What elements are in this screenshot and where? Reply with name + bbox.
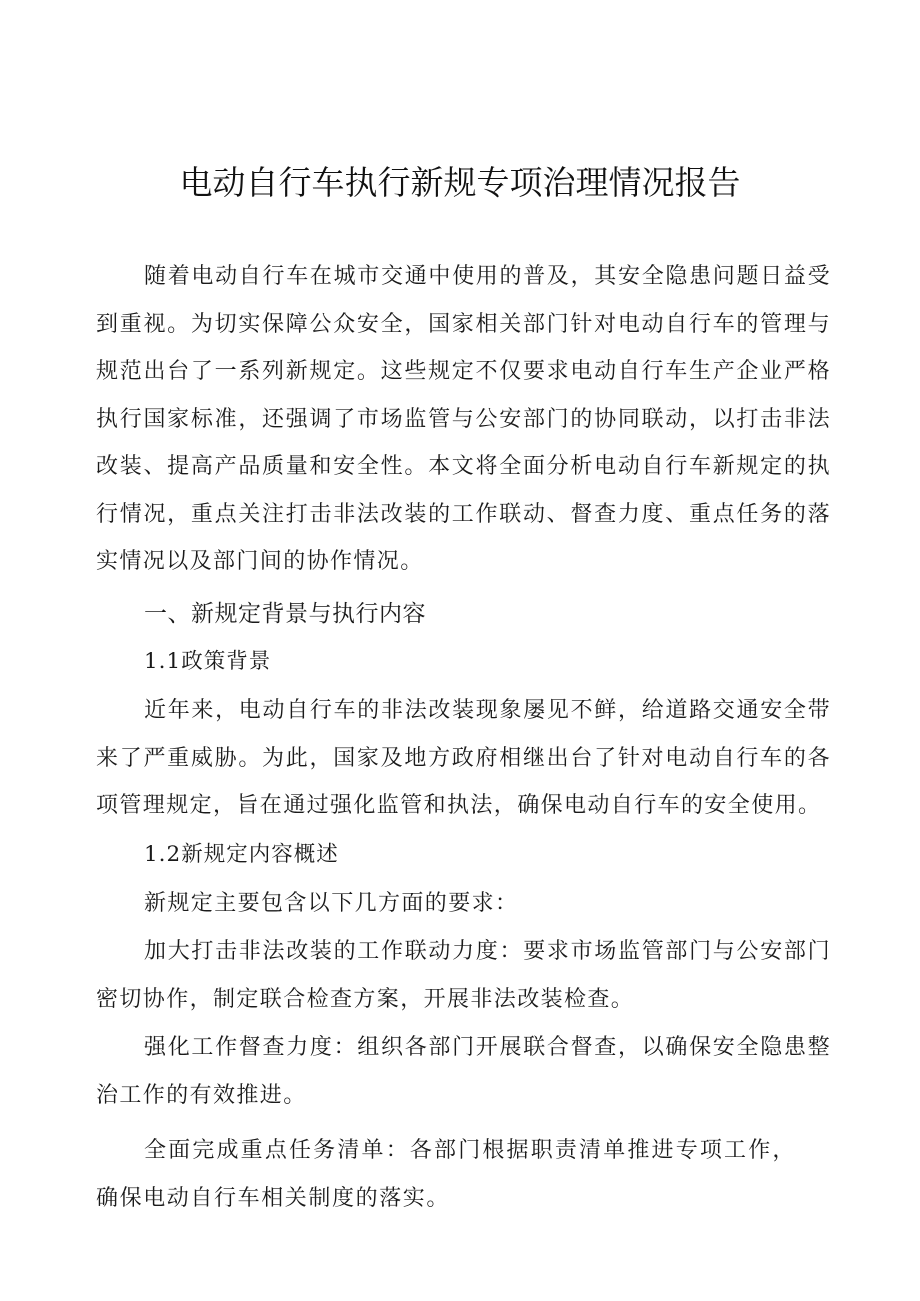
subsection-1-2-lead [96, 880, 831, 928]
subsection-1-1-body [96, 687, 831, 830]
requirement-supervision-text: 强化工作督查力度：组织各部门开展联合督查，以确保安全隐患整治工作的有效推进。 [96, 1035, 831, 1108]
intro-section [96, 253, 831, 586]
requirement-task-list-text: 全面完成重点任务清单：各部门根据职责清单推进专项工作，确保电动自行车相关制度的落实。 [96, 1138, 796, 1211]
subsection-1-2-heading: 1.2新规定内容概述 [144, 842, 339, 867]
requirement-item-3 [96, 1127, 796, 1222]
requirement-item-2 [96, 1024, 831, 1119]
subsection-1-1-heading: 1.1政策背景 [144, 649, 272, 674]
intro-paragraph: 随着电动自行车在城市交通中使用的普及，其安全隐患问题日益受到重视。为切实保障公众安全，国家相关部门针对电动自行车的管理与规范出台了一系列新规定。这些规定不仅要求电动自行车生产企业严格执行国家标准，还强调了市场监管与公安部门的协同联动，以打击非法改装、提高产品质量和安全性。本文将全面分析电动自行车新规定的执行情况，重点关注打击非法改装的工作联动、督查力度、重点任务的落实情况以及部门间的协作情况。 [96, 264, 831, 574]
requirement-joint-action-text: 加大打击非法改装的工作联动力度：要求市场监管部门与公安部门密切协作，制定联合检查方案，开展非法改装检查。 [96, 939, 831, 1012]
requirements-lead-text: 新规定主要包含以下几方面的要求： [144, 891, 519, 916]
section-1-heading: 一、新规定背景与执行内容 [144, 601, 426, 627]
policy-background-paragraph: 近年来，电动自行车的非法改装现象屡见不鲜，给道路交通安全带来了严重威胁。为此，国家及地方政府相继出台了针对电动自行车的各项管理规定，旨在通过强化监管和执法，确保电动自行车的安全使用。 [96, 698, 831, 818]
requirement-item-1 [96, 928, 831, 1023]
document-title: 电动自行车执行新规专项治理情况报告 [179, 163, 741, 202]
